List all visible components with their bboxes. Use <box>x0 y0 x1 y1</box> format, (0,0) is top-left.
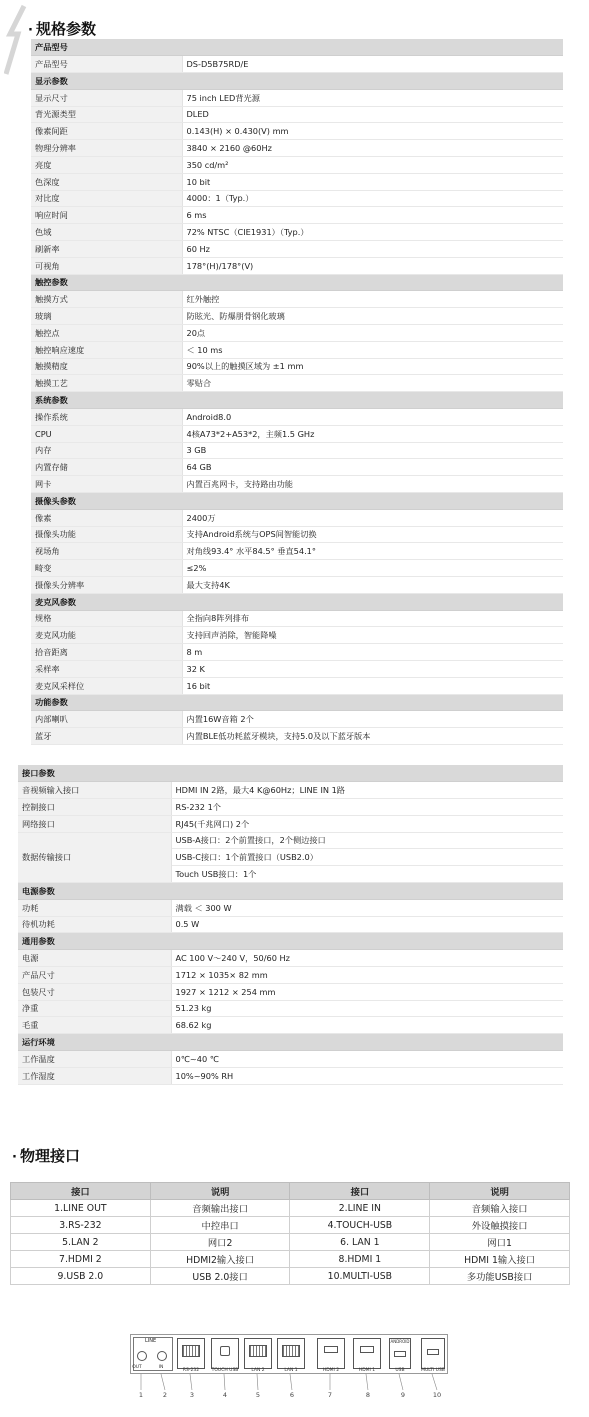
multi-usb-port-icon <box>421 1338 445 1369</box>
spec-key: 触控点 <box>31 325 182 342</box>
spec-value: 3 GB <box>182 442 563 459</box>
ports-cell: USB 2.0接口 <box>150 1268 290 1285</box>
line-in-jack-icon <box>157 1351 167 1361</box>
spec-value: 2400万 <box>182 509 563 526</box>
spec-value: 20点 <box>182 325 563 342</box>
line-out-jack-icon <box>137 1351 147 1361</box>
spec-row <box>31 123 563 140</box>
spec-key: 像素间距 <box>31 123 182 140</box>
ports-cell: 7.HDMI 2 <box>11 1251 151 1268</box>
spec-key: 网络接口 <box>18 815 171 832</box>
spec-key: 净重 <box>18 1000 171 1017</box>
spec-row <box>18 799 563 816</box>
spec-key: 色深度 <box>31 173 182 190</box>
spec-row <box>31 577 563 594</box>
spec-row <box>31 358 563 375</box>
ports-row <box>11 1200 570 1217</box>
ports-cell: 10.MULTI-USB <box>290 1268 430 1285</box>
ports-cell: 9.USB 2.0 <box>11 1268 151 1285</box>
spec-value: RJ45(千兆网口) 2个 <box>171 815 563 832</box>
interface-panel <box>130 1334 448 1374</box>
spec-row <box>18 950 563 967</box>
spec-value: 内置16W音箱 2个 <box>182 711 563 728</box>
spec-key: 数据传输接口 <box>18 832 171 882</box>
port-label: MULTI USB <box>421 1368 445 1373</box>
ports-cell: 4.TOUCH-USB <box>290 1217 430 1234</box>
spec-value: AC 100 V～240 V，50/60 Hz <box>171 950 563 967</box>
spec-row <box>31 425 563 442</box>
spec-row <box>31 644 563 661</box>
spec-key: 功耗 <box>18 899 171 916</box>
spec-row <box>31 341 563 358</box>
spec-value: 全指向8阵列排布 <box>182 610 563 627</box>
spec-value: 90%以上的触摸区域为 ±1 mm <box>182 358 563 375</box>
spec-value: 3840 × 2160 @60Hz <box>182 140 563 157</box>
spec-key: 拾音距离 <box>31 644 182 661</box>
spec-row <box>31 157 563 174</box>
spec-key: 可视角 <box>31 257 182 274</box>
spec-value: 8 m <box>182 644 563 661</box>
spec-row <box>18 1000 563 1017</box>
spec-value: 防眩光、防爆朋骨钢化玻璃 <box>182 308 563 325</box>
spec-table-display <box>31 39 563 745</box>
category-label: 显示参数 <box>31 73 563 90</box>
spec-value: 1927 × 1212 × 254 mm <box>171 983 563 1000</box>
spec-key: 物理分辨率 <box>31 140 182 157</box>
category-label: 通用参数 <box>18 933 563 950</box>
category-row <box>31 593 563 610</box>
category-row <box>31 274 563 291</box>
spec-value: 32 K <box>182 660 563 677</box>
lan1-port-icon <box>277 1338 305 1369</box>
spec-value: 64 GB <box>182 459 563 476</box>
ports-cell: HDMI 1输入接口 <box>430 1251 570 1268</box>
spec-row <box>18 782 563 799</box>
decorative-swoosh <box>4 4 28 76</box>
spec-value: 4000：1（Typ.） <box>182 190 563 207</box>
spec-value: 4核A73*2+A53*2，主频1.5 GHz <box>182 425 563 442</box>
category-label: 麦克风参数 <box>31 593 563 610</box>
spec-value: 10 bit <box>182 173 563 190</box>
spec-value: Touch USB接口：1个 <box>171 866 563 883</box>
ports-cell: 中控串口 <box>150 1217 290 1234</box>
spec-value: 178°(H)/178°(V) <box>182 257 563 274</box>
spec-key: 触控响应速度 <box>31 341 182 358</box>
spec-value: ≤2% <box>182 560 563 577</box>
spec-key: 刷新率 <box>31 241 182 258</box>
spec-value: 10%~90% RH <box>171 1067 563 1084</box>
spec-key: CPU <box>31 425 182 442</box>
port-label: HDMI 2 <box>322 1368 340 1373</box>
spec-key: 背光源类型 <box>31 106 182 123</box>
port-number: 9 <box>400 1391 406 1399</box>
spec-value: 内置BLE低功耗蓝牙模块，支持5.0及以下蓝牙版本 <box>182 728 563 745</box>
lan2-port-icon <box>244 1338 272 1369</box>
spec-value: DS-D5B75RD/E <box>182 56 563 73</box>
spec-row <box>18 832 563 849</box>
port-number: 3 <box>189 1391 195 1399</box>
hdmi2-port-icon <box>317 1338 345 1369</box>
category-row <box>18 883 563 900</box>
spec-key: 畸变 <box>31 560 182 577</box>
port-label: OUT <box>132 1365 142 1370</box>
spec-row <box>31 543 563 560</box>
spec-row <box>31 677 563 694</box>
spec-row <box>31 610 563 627</box>
spec-key: 规格 <box>31 610 182 627</box>
port-label: USB <box>395 1368 405 1373</box>
spec-key: 内置存储 <box>31 459 182 476</box>
spec-key: 采样率 <box>31 660 182 677</box>
port-number: 4 <box>222 1391 228 1399</box>
port-number: 6 <box>289 1391 295 1399</box>
spec-value: 支持回声消除，智能降噪 <box>182 627 563 644</box>
spec-row <box>18 899 563 916</box>
spec-row <box>31 526 563 543</box>
spec-value: DLED <box>182 106 563 123</box>
spec-key: 摄像头功能 <box>31 526 182 543</box>
spec-key: 触摸方式 <box>31 291 182 308</box>
category-row <box>31 392 563 409</box>
spec-value: Android8.0 <box>182 409 563 426</box>
spec-value: USB-C接口：1个前置接口（USB2.0） <box>171 849 563 866</box>
ports-header: 接口 <box>11 1183 151 1200</box>
spec-row <box>31 241 563 258</box>
spec-key: 工作温度 <box>18 1051 171 1068</box>
port-number: 7 <box>327 1391 333 1399</box>
spec-row <box>31 291 563 308</box>
spec-key: 显示尺寸 <box>31 89 182 106</box>
spec-value: USB-A接口：2个前置接口，2个侧边接口 <box>171 832 563 849</box>
spec-row <box>18 815 563 832</box>
ports-cell: 6. LAN 1 <box>290 1234 430 1251</box>
category-label: 触控参数 <box>31 274 563 291</box>
spec-key: 操作系统 <box>31 409 182 426</box>
physical-heading: · 物理接口 <box>12 1147 80 1165</box>
rs232-port-icon <box>177 1338 205 1369</box>
spec-key: 响应时间 <box>31 207 182 224</box>
spec-value: 1712 × 1035× 82 mm <box>171 967 563 984</box>
ports-row <box>11 1268 570 1285</box>
spec-value: 满载 ＜ 300 W <box>171 899 563 916</box>
category-label: 运行环境 <box>18 1034 563 1051</box>
spec-key: 产品尺寸 <box>18 967 171 984</box>
spec-row <box>31 409 563 426</box>
spec-row <box>31 257 563 274</box>
spec-row <box>31 190 563 207</box>
ports-cell: 多功能USB接口 <box>430 1268 570 1285</box>
spec-row <box>31 224 563 241</box>
spec-value: 75 inch LED背光源 <box>182 89 563 106</box>
ports-cell: 8.HDMI 1 <box>290 1251 430 1268</box>
spec-row <box>31 560 563 577</box>
spec-row <box>31 56 563 73</box>
ports-cell: 网口1 <box>430 1234 570 1251</box>
spec-row <box>18 916 563 933</box>
spec-key: 触摸工艺 <box>31 375 182 392</box>
ports-header: 接口 <box>290 1183 430 1200</box>
touch-usb-port-icon <box>211 1338 239 1369</box>
port-label: RS-232 <box>182 1368 200 1373</box>
spec-row <box>31 106 563 123</box>
category-label: 产品型号 <box>31 39 563 56</box>
category-row <box>31 39 563 56</box>
category-row <box>18 1034 563 1051</box>
port-number: 8 <box>365 1391 371 1399</box>
spec-key: 蓝牙 <box>31 728 182 745</box>
spec-key: 色域 <box>31 224 182 241</box>
spec-row <box>31 459 563 476</box>
spec-key: 视场角 <box>31 543 182 560</box>
spec-row <box>31 140 563 157</box>
port-label: LAN 1 <box>284 1368 298 1373</box>
category-label: 接口参数 <box>18 765 563 782</box>
ports-cell: 2.LINE IN <box>290 1200 430 1217</box>
spec-row <box>31 660 563 677</box>
specs-heading: · 规格参数 <box>28 20 96 38</box>
spec-key: 亮度 <box>31 157 182 174</box>
spec-value: 350 cd/m² <box>182 157 563 174</box>
spec-row <box>18 1067 563 1084</box>
spec-key: 玻璃 <box>31 308 182 325</box>
spec-key: 电源 <box>18 950 171 967</box>
ports-row <box>11 1234 570 1251</box>
leader-lines <box>130 1374 448 1392</box>
spec-value: RS-232 1个 <box>171 799 563 816</box>
spec-row <box>31 442 563 459</box>
spec-row <box>31 509 563 526</box>
ports-row <box>11 1251 570 1268</box>
spec-value: 0.5 W <box>171 916 563 933</box>
spec-value: 最大支持4K <box>182 577 563 594</box>
spec-value: 16 bit <box>182 677 563 694</box>
ports-cell: HDMI2输入接口 <box>150 1251 290 1268</box>
spec-row <box>18 967 563 984</box>
ports-cell: 网口2 <box>150 1234 290 1251</box>
spec-value: 支持Android系统与OPS间智能切换 <box>182 526 563 543</box>
ports-cell: 音频输出接口 <box>150 1200 290 1217</box>
spec-value: 72% NTSC（CIE1931）（Typ.） <box>182 224 563 241</box>
spec-row <box>31 308 563 325</box>
hdmi1-port-icon <box>353 1338 381 1369</box>
spec-row <box>18 1051 563 1068</box>
spec-key: 像素 <box>31 509 182 526</box>
port-number: 2 <box>162 1391 168 1399</box>
ports-header: 说明 <box>150 1183 290 1200</box>
category-row <box>18 765 563 782</box>
port-label: TOUCH USB <box>211 1368 239 1373</box>
category-row <box>31 73 563 90</box>
spec-key: 音视频输入接口 <box>18 782 171 799</box>
spec-row <box>18 983 563 1000</box>
spec-value: 60 Hz <box>182 241 563 258</box>
spec-key: 控制接口 <box>18 799 171 816</box>
ports-cell: 音频输入接口 <box>430 1200 570 1217</box>
port-label: IN <box>158 1365 164 1370</box>
spec-value: 68.62 kg <box>171 1017 563 1034</box>
category-label: 摄像头参数 <box>31 493 563 510</box>
spec-key: 触摸精度 <box>31 358 182 375</box>
spec-value: 0.143(H) × 0.430(V) mm <box>182 123 563 140</box>
android-label: ANDROID <box>390 1339 410 1344</box>
port-label: HDMI 1 <box>358 1368 376 1373</box>
spec-row <box>31 325 563 342</box>
spec-value: 内置百兆网卡，支持路由功能 <box>182 476 563 493</box>
spec-key: 工作湿度 <box>18 1067 171 1084</box>
spec-row <box>31 89 563 106</box>
spec-key: 产品型号 <box>31 56 182 73</box>
spec-value: ＜ 10 ms <box>182 341 563 358</box>
spec-key: 内部喇叭 <box>31 711 182 728</box>
category-label: 系统参数 <box>31 392 563 409</box>
port-number: 5 <box>255 1391 261 1399</box>
ports-cell: 1.LINE OUT <box>11 1200 151 1217</box>
ports-header: 说明 <box>430 1183 570 1200</box>
spec-value: 零贴合 <box>182 375 563 392</box>
spec-key: 内存 <box>31 442 182 459</box>
ports-table <box>10 1182 570 1285</box>
category-row <box>18 933 563 950</box>
ports-cell: 外设触摸接口 <box>430 1217 570 1234</box>
category-label: 功能参数 <box>31 694 563 711</box>
port-label: LAN 2 <box>251 1368 265 1373</box>
spec-value: 红外触控 <box>182 291 563 308</box>
spec-table-interfaces <box>18 765 563 1085</box>
spec-key: 麦克风功能 <box>31 627 182 644</box>
category-row <box>31 493 563 510</box>
spec-key: 包装尺寸 <box>18 983 171 1000</box>
category-label: 电源参数 <box>18 883 563 900</box>
spec-row <box>31 476 563 493</box>
spec-row <box>31 627 563 644</box>
spec-key: 毛重 <box>18 1017 171 1034</box>
ports-cell: 5.LAN 2 <box>11 1234 151 1251</box>
port-number: 1 <box>138 1391 144 1399</box>
spec-value: 0℃~40 ℃ <box>171 1051 563 1068</box>
line-label: LINE <box>145 1338 157 1344</box>
category-row <box>31 694 563 711</box>
spec-row <box>31 173 563 190</box>
spec-value: 对角线93.4° 水平84.5° 垂直54.1° <box>182 543 563 560</box>
spec-value: HDMI IN 2路，最大4 K@60Hz；LINE IN 1路 <box>171 782 563 799</box>
spec-row <box>18 1017 563 1034</box>
spec-key: 网卡 <box>31 476 182 493</box>
spec-key: 待机功耗 <box>18 916 171 933</box>
spec-row <box>31 728 563 745</box>
ports-row <box>11 1217 570 1234</box>
spec-value: 51.23 kg <box>171 1000 563 1017</box>
spec-row <box>31 207 563 224</box>
spec-key: 摄像头分辨率 <box>31 577 182 594</box>
spec-row <box>31 375 563 392</box>
spec-value: 6 ms <box>182 207 563 224</box>
ports-cell: 3.RS-232 <box>11 1217 151 1234</box>
spec-key: 麦克风采样位 <box>31 677 182 694</box>
port-number: 10 <box>432 1391 442 1399</box>
spec-key: 对比度 <box>31 190 182 207</box>
spec-row <box>31 711 563 728</box>
